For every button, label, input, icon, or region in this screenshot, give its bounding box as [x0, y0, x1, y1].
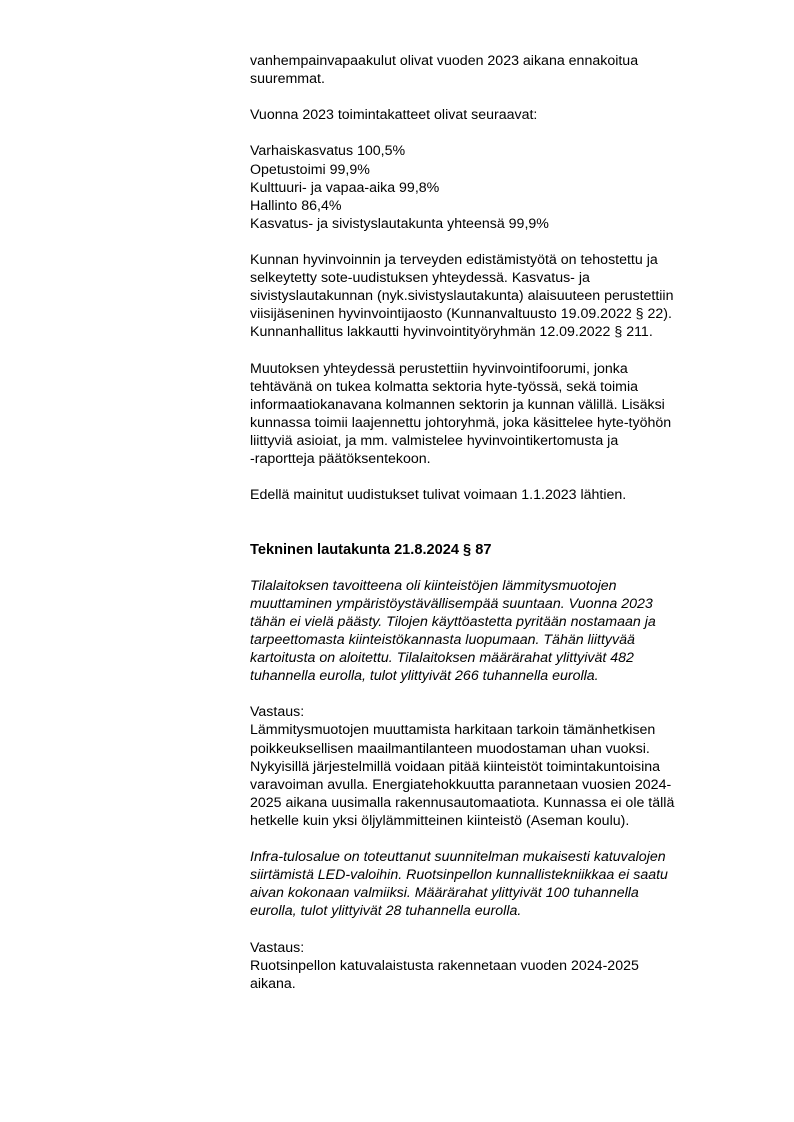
text-line: sivistyslautakunnan (nyk.sivistyslautakunta) alaisuuteen perustettiin [250, 288, 674, 305]
paragraph-gap [250, 559, 740, 577]
paragraph-gap [250, 468, 740, 486]
text-line: Nykyisillä järjestelmillä voidaan pitää kiinteistöt toimintakuntoisina [250, 758, 661, 775]
text-line: viisijäseninen hyvinvointijaosto (Kunnanvaltuusto 19.09.2022 § 22). [250, 306, 672, 323]
paragraph-gap [250, 504, 740, 522]
paragraph-gap [250, 233, 740, 251]
text-line: informaatiokanavana kolmannen sektorin ja kunnan välillä. Lisäksi [250, 396, 665, 413]
paragraph-gap [250, 342, 740, 360]
paragraph [250, 360, 740, 469]
text-line: eurolla, tulot ylittyivät 28 tuhannella eurolla. [250, 903, 522, 920]
text-line: aikana. [250, 975, 296, 992]
text-line: tarpeettomasta kiinteistökannasta luopumaan. Tähän liittyvää [250, 632, 635, 648]
paragraph [250, 251, 740, 341]
text-line: kunnassa toimii laajennettu johtoryhmä, joka käsittelee hyte-työhön [250, 414, 672, 431]
paragraph [250, 52, 740, 88]
text-line: Kunnanhallitus lakkautti hyvinvointityöryhmän 12.09.2022 § 211. [250, 324, 653, 341]
text-line: Kulttuuri- ja vapaa-aika 99,8% [250, 179, 440, 196]
italic-paragraph [250, 577, 740, 686]
paragraph [250, 939, 740, 993]
text-line: Lämmitysmuotojen muuttamista harkitaan tarkoin tämänhetkisen [250, 722, 656, 739]
paragraph-gap [250, 522, 740, 540]
heading-text: Tekninen lautakunta 21.8.2024 § 87 [250, 541, 492, 558]
text-line: tuhannella eurolla, tulot ylittyivät 266 tuhannella eurolla. [250, 668, 599, 685]
text-line: Ruotsinpellon katuvalaistusta rakennetaan vuoden 2024-2025 [250, 957, 639, 974]
text-line: Edellä mainitut uudistukset tulivat voimaan 1.1.2023 lähtien. [250, 487, 627, 504]
paragraph-gap [250, 921, 740, 939]
text-line: poikkeuksellisen maailmantilanteen muodostaman uhan vuoksi. [250, 740, 650, 757]
text-line: tehtävänä on tukea kolmatta sektoria hyte-työssä, sekä toimia [250, 378, 638, 395]
section-heading [250, 541, 740, 559]
text-line: muuttaminen ympäristöystävällisempää suuntaan. Vuonna 2023 [250, 595, 653, 612]
text-line: Kunnan hyvinvoinnin ja terveyden edistämistyötä on tehostettu ja [250, 252, 658, 269]
text-line: hetkelle kuin yksi öljylämmitteinen kiinteistö (Aseman koulu). [250, 812, 630, 829]
text-line: Vastaus: [250, 939, 305, 956]
paragraph-gap [250, 88, 740, 106]
paragraph [250, 486, 740, 504]
text-line: siirtämistä LED-valoihin. Ruotsinpellon kunnallistekniikkaa ei saatu [250, 867, 668, 884]
text-line: varavoiman avulla. Energiatehokkuutta parannetaan vuosien 2024- [250, 776, 672, 793]
paragraph-gap [250, 685, 740, 703]
text-line: selkeytetty sote-uudistuksen yhteydessä. Kasvatus- ja [250, 270, 590, 287]
paragraph [250, 703, 740, 830]
text-line: Hallinto 86,4% [250, 197, 342, 214]
paragraph [250, 106, 740, 124]
text-line: Infra-tulosalue on toteuttanut suunnitelman mukaisesti katuvalojen [250, 849, 666, 866]
text-line: liittyviä asioiat, ja mm. valmistelee hyvinvointikertomusta ja [250, 432, 619, 449]
text-line: Vuonna 2023 toimintakatteet olivat seuraavat: [250, 107, 538, 124]
paragraph-gap [250, 124, 740, 142]
text-line: Tilalaitoksen tavoitteena oli kiinteistöjen lämmitysmuotojen [250, 577, 617, 594]
text-line: -raportteja päätöksentekoon. [250, 451, 431, 468]
text-line: suuremmat. [250, 71, 325, 88]
text-line: kartoitusta on aloitettu. Tilalaitoksen määrärahat ylittyivät 482 [250, 650, 634, 667]
paragraph [250, 142, 740, 232]
text-line: tähän ei vielä päästy. Tilojen käyttöastetta pyritään nostamaan ja [250, 613, 656, 630]
text-line: Varhaiskasvatus 100,5% [250, 143, 406, 160]
text-line: Muutoksen yhteydessä perustettiin hyvinvointifoorumi, jonka [250, 360, 628, 377]
paragraph-gap [250, 830, 740, 848]
text-line: Opetustoimi 99,9% [250, 161, 370, 178]
text-line: 2025 aikana uusimalla rakennusautomaatiota. Kunnassa ei ole tällä [250, 794, 675, 811]
text-line: aivan kokonaan valmiiksi. Määrärahat ylittyivät 100 tuhannella [250, 885, 639, 902]
italic-paragraph [250, 848, 740, 920]
text-line: Kasvatus- ja sivistyslautakunta yhteensä 99,9% [250, 215, 549, 232]
text-line: vanhempainvapaakulut olivat vuoden 2023 aikana ennakoitua [250, 53, 639, 69]
document-page [250, 52, 740, 993]
text-line: Vastaus: [250, 704, 305, 721]
